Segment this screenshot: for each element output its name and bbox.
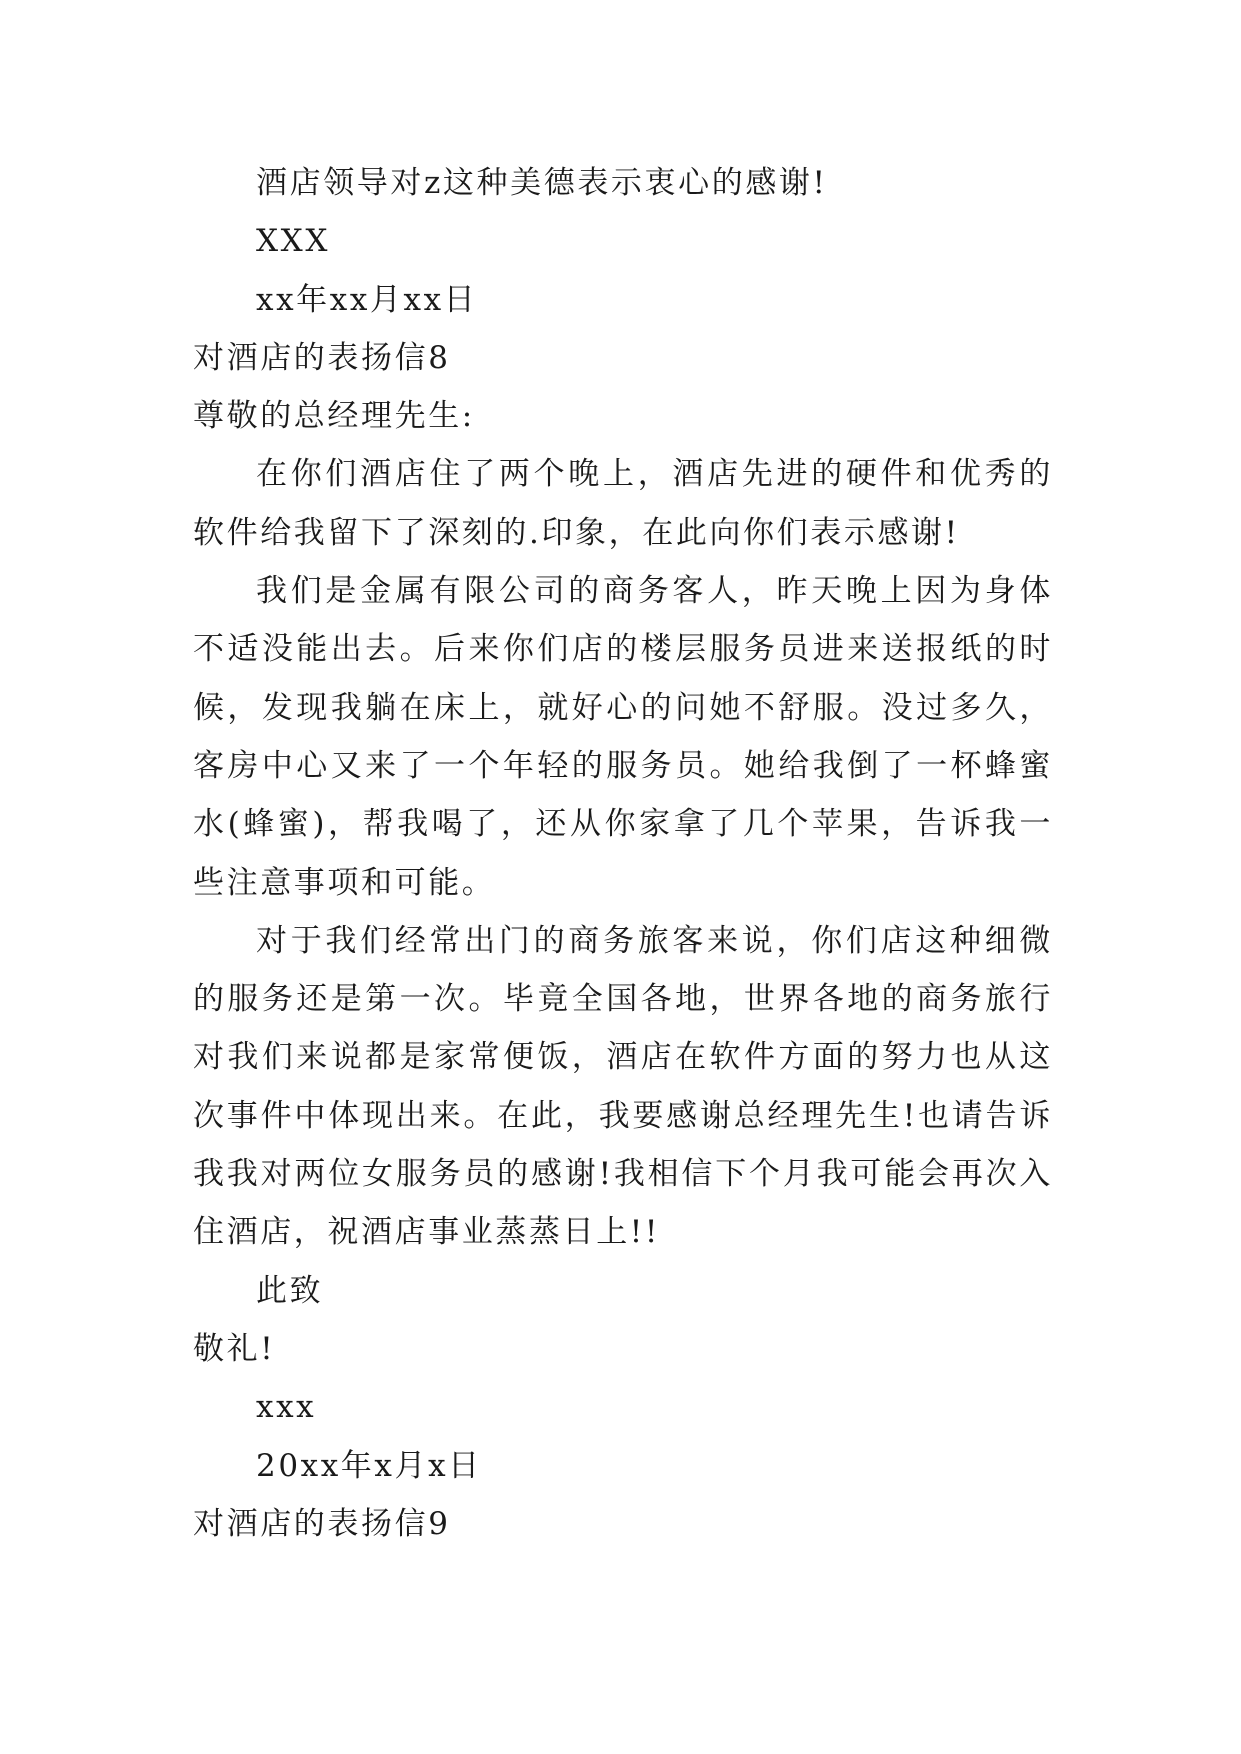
letter-8-salutation: 尊敬的总经理先生: [193,398,475,435]
date-previous: xx年xx月xx日 [256,281,478,318]
thanks-line: 酒店领导对z这种美德表示衷心的感谢! [256,165,828,201]
letter-8-paragraph-2: 我们是金属有限公司的商务客人，昨天晚上因为身体不适没能出去。后来你们店的楼层服务员进来送报纸的时候，发现我躺在床上，就好心的问她不舒服。没过多久，客房中心又来了一个年轻的服务员。她给我倒了一杯蜂蜜水(蜂蜜)，帮我喝了，还从你家拿了几个苹果，告诉我一些注意事项和可能。 [193,573,1053,901]
letter-9-title: 对酒店的表扬信9 [193,1505,451,1542]
letter-8-paragraph-3: 对于我们经常出门的商务旅客来说，你们店这种细微的服务还是第一次。毕竟全国各地，世界各地的商务旅行对我们来说都是家常便饭，酒店在软件方面的努力也从这次事件中体现出来。在此，我要感谢总经理先生!也请告诉我我对两位女服务员的感谢!我相信下个月我可能会再次入住酒店，祝酒店事业蒸蒸日上!! [193,922,1053,1251]
letter-8-date: 20xx年x月x日 [256,1447,482,1484]
letter-8-paragraph-1: 在你们酒店住了两个晚上，酒店先进的硬件和优秀的软件给我留下了深刻的.印象，在此向你们表示感谢! [193,456,1053,551]
letter-8-closing: 此致 [256,1272,324,1309]
letter-8-regards: 敬礼! [193,1330,276,1367]
document-body [193,154,1053,1553]
letter-8-signature: xxx [256,1389,317,1426]
letter-8-title: 对酒店的表扬信8 [193,339,451,376]
signature-previous: XXX [256,223,331,260]
